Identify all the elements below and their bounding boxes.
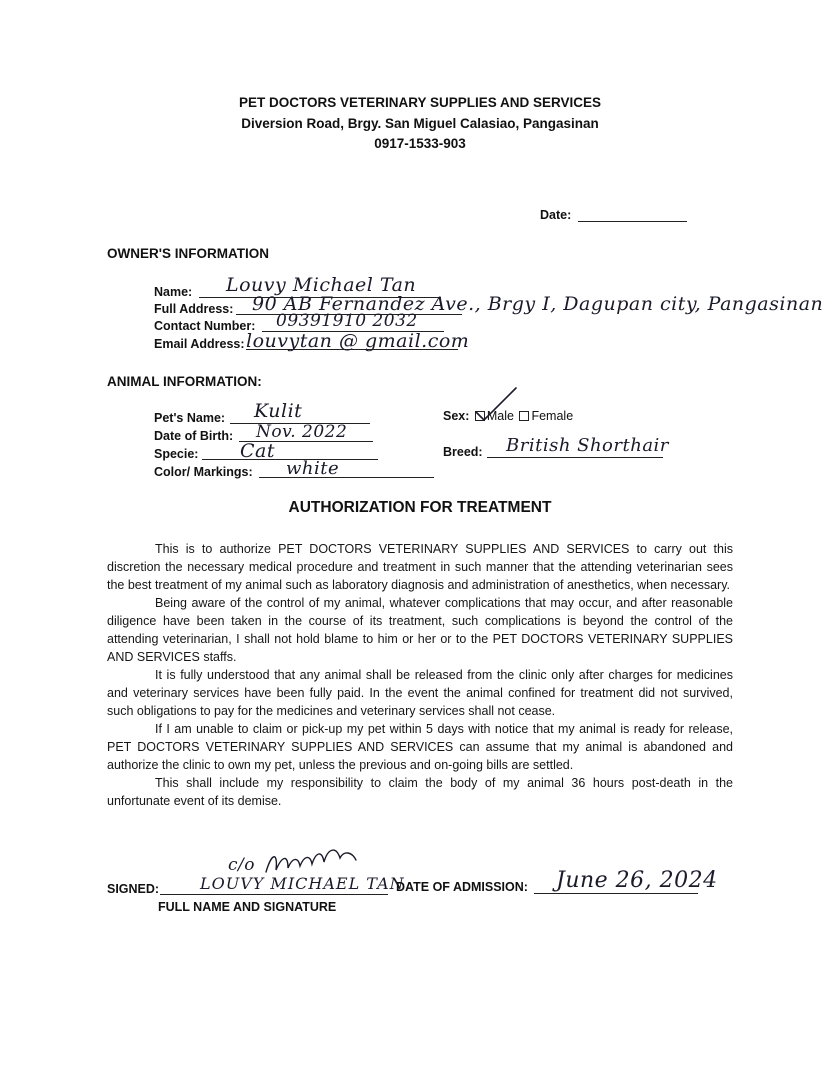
owner-name-value: Louvy Michael Tan [226, 274, 417, 296]
animal-section-title: ANIMAL INFORMATION: [107, 374, 262, 389]
color-value: white [286, 458, 340, 479]
specie-label: Specie: [154, 447, 199, 461]
date-line [578, 221, 687, 222]
admission-date-value: June 26, 2024 [556, 868, 718, 893]
authorization-paragraph: This is to authorize PET DOCTORS VETERINARY SUPPLIES AND SERVICES to carry out this discretion the necessary medical procedure and treatment in such manner that the attending veterinarian sees the best treatment of my animal such as laboratory diagnosis and administration of anesthetics, when necessary. [107, 542, 733, 592]
authorization-title: AUTHORIZATION FOR TREATMENT [288, 499, 552, 516]
company-name: PET DOCTORS VETERINARY SUPPLIES AND SERVICES [238, 95, 602, 110]
date-label: Date: [540, 208, 572, 222]
breed-value: British Shorthair [506, 435, 669, 456]
breed-label: Breed: [443, 445, 483, 459]
authorization-paragraph: Being aware of the control of my animal, whatever complications that may occur, and after reasonable diligence have been taken in the course of its treatment, such complications is beyond the control of the attending veterinarian, I shall not hold blame to him or her or to the PET DOCTORS VETERINARY SUPPLIES AND SERVICES staffs. [107, 596, 733, 664]
pet-name-label: Pet's Name: [154, 411, 226, 425]
company-phone: 0917-1533-903 [374, 136, 466, 151]
color-label: Color/ Markings: [154, 465, 253, 479]
owner-section-title: OWNER'S INFORMATION [107, 246, 269, 261]
authorization-paragraph: If I am unable to claim or pick-up my pet within 5 days with notice that my animal is ready for release, PET DOCTORS VETERINARY SUPPLIES AND SERVICES can assume that my animal is abandoned and authorize the clinic to own my pet, unless the previous and on-going bills are settled. [107, 722, 733, 772]
signed-label: SIGNED: [107, 882, 160, 896]
owner-address-label: Full Address: [154, 302, 234, 316]
signed-by-value: c/o [228, 855, 255, 875]
male-check-mark-icon [470, 384, 522, 424]
admission-date-line [534, 893, 698, 894]
owner-email-value: louvytan @ gmail.com [246, 330, 470, 352]
owner-email-label: Email Address: [154, 337, 245, 351]
signature-caption: FULL NAME AND SIGNATURE [158, 900, 337, 914]
company-address: Diversion Road, Brgy. San Miguel Calasiao, Pangasinan [241, 116, 599, 131]
authorization-paragraph: This shall include my responsibility to claim the body of my animal 36 hours post-death in the unfortunate event of its demise. [107, 776, 733, 808]
female-option-label: Female [531, 409, 574, 423]
pet-name-value: Kulit [254, 400, 303, 422]
sex-label: Sex: [443, 409, 470, 423]
owner-contact-value: 09391910 2032 [276, 311, 418, 331]
authorization-paragraph: It is fully understood that any animal shall be released from the clinic only after charges for medicines and veterinary services have been fully paid. In the event the animal confined for treatment did not survived, such obligations to pay for the medicines and veterinary services shall not cease. [107, 668, 733, 718]
authorization-body [107, 540, 733, 810]
owner-contact-label: Contact Number: [154, 319, 256, 333]
owner-name-label: Name: [154, 285, 193, 299]
dob-value: Nov. 2022 [256, 422, 348, 442]
dob-label: Date of Birth: [154, 429, 234, 443]
signature-line [160, 894, 388, 895]
specie-value: Cat [240, 440, 276, 462]
signed-name-value: LOUVY MICHAEL TAN [200, 874, 405, 893]
male-option-label: Male [486, 409, 514, 423]
admission-date-label: DATE OF ADMISSION: [396, 880, 528, 894]
owner-address-value: 90 AB Fernandez Ave., Brgy I, Dagupan city, Pangasinan [252, 293, 824, 315]
breed-line [487, 457, 663, 458]
